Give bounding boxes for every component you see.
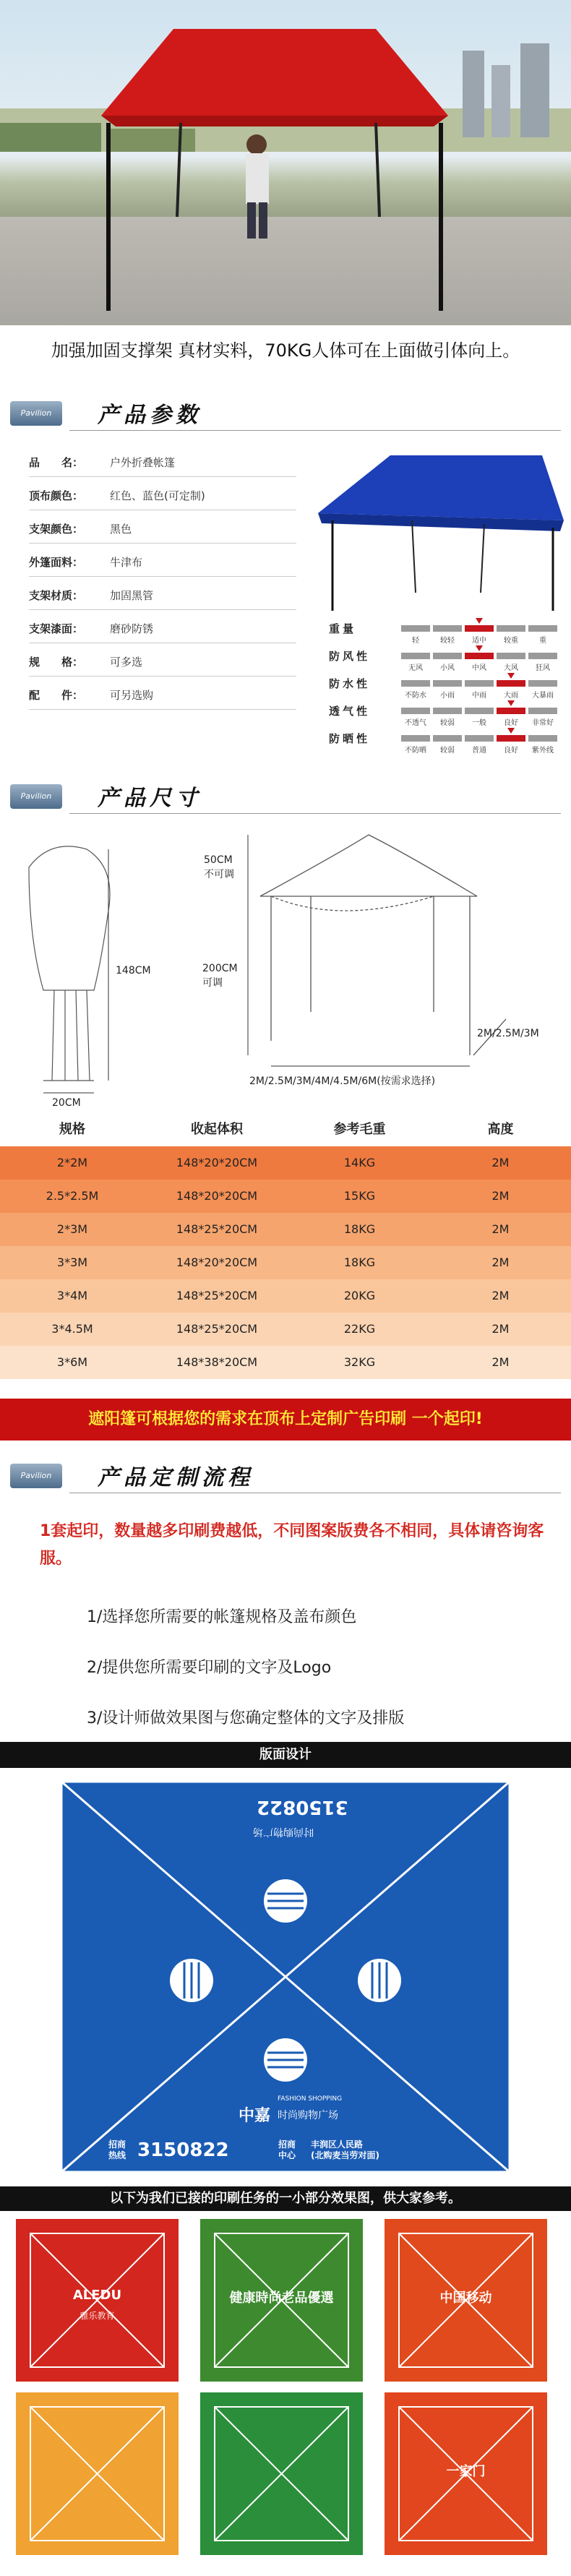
spec-key: 外篷面料： xyxy=(29,556,84,569)
spec-row xyxy=(29,581,296,610)
rating-level: 较弱 xyxy=(440,719,455,727)
rating-level: 较弱 xyxy=(440,747,455,755)
dims-title: 产品尺寸 xyxy=(98,786,202,811)
rating-bar xyxy=(465,653,494,659)
rating-marker xyxy=(507,673,515,679)
rating-bar xyxy=(497,680,525,687)
spec-value: 可多选 xyxy=(110,656,143,669)
process-step-2: 2/提供您所需要印刷的文字及Logo xyxy=(87,1659,332,1677)
table-cell: 18KG xyxy=(343,1222,376,1236)
width-label: 2M/2.5M/3M/4M/4.5M/6M(按需求选择) xyxy=(249,1076,436,1087)
table-cell: 148*25*20CM xyxy=(176,1322,258,1336)
table-header-cell: 参考毛重 xyxy=(333,1122,386,1137)
gallery-canopy-mock xyxy=(16,2392,179,2555)
table-row xyxy=(0,1180,571,1213)
process-step-1: 1/选择您所需要的帐篷规格及盖布颜色 xyxy=(87,1608,357,1626)
rating-level: 较重 xyxy=(504,637,518,645)
table-cell: 148*20*20CM xyxy=(176,1156,258,1169)
process-header xyxy=(0,1456,571,1498)
rating-level: 一般 xyxy=(472,719,486,727)
table-cell: 14KG xyxy=(343,1156,376,1169)
gallery-caption: 以下为我们已接的印刷任务的一小部分效果图，供大家参考。 xyxy=(0,2186,571,2211)
spec-value: 磨砂防锈 xyxy=(110,622,154,635)
custom-print-banner: 遮阳篷可根据您的需求在顶布上定制广告印刷 一个起印! xyxy=(0,1399,571,1441)
table-row xyxy=(0,1246,571,1279)
spec-row xyxy=(29,515,296,544)
rating-bar xyxy=(401,735,430,742)
rating-level: 良好 xyxy=(504,747,518,755)
rating-bar xyxy=(465,680,494,687)
dims-diagram xyxy=(0,824,571,1109)
rating-1 xyxy=(329,645,567,673)
table-cell: 2M xyxy=(491,1222,510,1236)
spec-value: 红色、蓝色(可定制) xyxy=(110,489,205,502)
brand-logo: Pavilion xyxy=(10,401,62,426)
rating-bar xyxy=(497,653,525,659)
table-cell: 2*2M xyxy=(56,1156,88,1169)
phone-number: 3150822 xyxy=(137,2139,229,2161)
rating-bar xyxy=(401,680,430,687)
table-cell: 15KG xyxy=(343,1189,376,1203)
spec-row xyxy=(29,448,296,477)
rating-bar xyxy=(528,708,557,714)
table-cell: 148*20*20CM xyxy=(176,1255,258,1269)
brand-sub-top: 时尚购物广场 xyxy=(253,1826,314,1837)
spec-key: 支架颜色： xyxy=(29,523,84,536)
process-note: 1套起印，数量越多印刷费越低，不同图案版费各不相同，具体请咨询客服。 xyxy=(40,1522,544,1568)
rating-level: 较轻 xyxy=(440,637,455,645)
spec-value: 黑色 xyxy=(110,523,132,536)
spec-value: 加固黑管 xyxy=(110,589,154,602)
table-cell: 3*6M xyxy=(56,1355,88,1369)
phone-number-top: 3150822 xyxy=(257,1796,348,1818)
rating-bar xyxy=(528,735,557,742)
table-row xyxy=(0,1146,571,1180)
folded-width-label: 20CM xyxy=(52,1097,81,1109)
rating-bar xyxy=(401,653,430,659)
spec-row xyxy=(29,681,296,710)
table-cell: 2M xyxy=(491,1189,510,1203)
rating-level: 小风 xyxy=(440,664,455,672)
dims-drawing xyxy=(0,824,571,1106)
rating-label: 防晒性 xyxy=(329,732,371,745)
gallery-item xyxy=(200,2392,363,2555)
rating-level: 良好 xyxy=(504,719,518,727)
table-header-cell: 高度 xyxy=(487,1122,514,1137)
rating-level: 重 xyxy=(539,637,546,645)
gallery-text: 一家门 xyxy=(446,2464,486,2479)
center-label: 招商 中心 xyxy=(278,2139,296,2160)
gallery-item xyxy=(385,2392,547,2555)
spec-value: 牛津布 xyxy=(110,556,143,569)
spec-key: 顶布颜色： xyxy=(29,489,84,502)
brand-logo-3: Pavilion xyxy=(10,1464,62,1488)
rating-bar xyxy=(528,680,557,687)
side-label: 2M/2.5M/3M xyxy=(477,1028,539,1039)
rating-marker xyxy=(507,728,515,734)
rating-level: 大暴雨 xyxy=(532,692,554,700)
brand-cn: 中嘉 xyxy=(239,2107,271,2125)
table-cell: 2M xyxy=(491,1156,510,1169)
table-cell: 32KG xyxy=(343,1355,376,1369)
rating-label: 防水性 xyxy=(329,677,371,690)
rating-bar xyxy=(433,680,462,687)
address-text: 丰润区人民路 (北购麦当劳对面) xyxy=(311,2139,379,2160)
rating-bar xyxy=(528,653,557,659)
table-cell: 20KG xyxy=(343,1289,376,1302)
gallery-text: ALEDU xyxy=(72,2288,122,2303)
spec-key: 规 格： xyxy=(29,656,84,669)
dims-header xyxy=(0,777,571,819)
gallery-text: 中国移动 xyxy=(439,2291,492,2306)
rating-bar xyxy=(497,708,525,714)
design-layout xyxy=(0,1774,571,2179)
rating-level: 不透气 xyxy=(405,719,426,727)
table-cell: 22KG xyxy=(343,1322,376,1336)
table-header xyxy=(0,1113,571,1146)
table-cell: 2M xyxy=(491,1322,510,1336)
params-title: 产品参数 xyxy=(98,403,202,428)
rating-bar xyxy=(401,708,430,714)
rating-level: 非常好 xyxy=(532,719,554,727)
gallery-text: 健康時尚老品優選 xyxy=(229,2291,334,2306)
gallery-canopy-mock xyxy=(200,2392,363,2555)
rating-bar xyxy=(465,735,494,742)
rating-bar xyxy=(433,735,462,742)
phone-label: 招商 热线 xyxy=(108,2139,126,2160)
rating-bar xyxy=(528,625,557,632)
table-row xyxy=(0,1279,571,1313)
table-cell: 3*4M xyxy=(56,1289,88,1302)
gallery-item xyxy=(385,2219,547,2382)
table-cell: 148*25*20CM xyxy=(176,1222,258,1236)
table-header-cell: 规格 xyxy=(59,1122,85,1137)
hero-photo xyxy=(0,0,571,325)
rating-2 xyxy=(329,673,567,700)
rating-level: 小雨 xyxy=(440,692,455,700)
rating-level: 不防晒 xyxy=(405,747,426,755)
rating-bar xyxy=(433,625,462,632)
params-section xyxy=(0,448,571,755)
table-cell: 2M xyxy=(491,1355,510,1369)
rating-bar xyxy=(401,625,430,632)
hero-caption: 加强加固支撑架 真材实料，70KG人体可在上面做引体向上。 xyxy=(51,340,520,361)
rating-0 xyxy=(329,618,567,645)
rating-label: 透气性 xyxy=(329,705,371,718)
gallery-item xyxy=(16,2392,179,2555)
rating-bar xyxy=(497,735,525,742)
rating-level: 紫外线 xyxy=(532,747,554,755)
table-row xyxy=(0,1313,571,1346)
rating-bar xyxy=(465,625,494,632)
spec-row xyxy=(29,648,296,677)
process-title: 产品定制流程 xyxy=(98,1465,254,1490)
table-cell: 2*3M xyxy=(56,1222,88,1236)
rating-marker xyxy=(507,700,515,706)
table-cell: 148*38*20CM xyxy=(176,1355,258,1369)
rating-marker xyxy=(476,645,483,651)
rating-level: 大雨 xyxy=(504,692,518,700)
spec-value: 户外折叠帐篷 xyxy=(110,456,176,469)
table-row xyxy=(0,1346,571,1379)
rating-level: 不防水 xyxy=(405,692,426,700)
table-cell: 2M xyxy=(491,1255,510,1269)
rating-bar xyxy=(465,708,494,714)
table-cell: 148*20*20CM xyxy=(176,1189,258,1203)
spec-value: 可另选购 xyxy=(110,689,154,702)
table-cell: 18KG xyxy=(343,1255,376,1269)
params-header xyxy=(0,394,571,436)
rating-4 xyxy=(329,728,567,755)
gallery-item xyxy=(16,2219,179,2382)
rating-marker xyxy=(476,618,483,624)
rating-level: 轻 xyxy=(412,637,419,645)
table-row xyxy=(0,1213,571,1246)
table-cell: 2.5*2.5M xyxy=(46,1189,99,1203)
table-cell: 148*25*20CM xyxy=(176,1289,258,1302)
rating-level: 普通 xyxy=(472,747,486,755)
red-canopy-tent xyxy=(0,0,571,325)
rating-3 xyxy=(329,700,567,728)
spec-row xyxy=(29,614,296,643)
table-cell: 3*4.5M xyxy=(51,1322,93,1336)
process-step-3: 3/设计师做效果图与您确定整体的文字及排版 xyxy=(87,1709,405,1727)
folded-height-label: 148CM xyxy=(116,965,151,976)
rating-level: 无风 xyxy=(408,664,423,672)
spec-key: 品 名： xyxy=(29,456,84,469)
rating-label: 防风性 xyxy=(329,650,371,663)
rating-level: 适中 xyxy=(472,637,486,645)
spec-row xyxy=(29,548,296,577)
brand-logo-2: Pavilion xyxy=(10,784,62,809)
rating-bar xyxy=(497,625,525,632)
gallery-item xyxy=(200,2219,363,2382)
brand-sub: 时尚购物广场 xyxy=(278,2110,338,2121)
table-header-cell: 收起体积 xyxy=(191,1122,243,1137)
frame-height-label: 200CM 可调 xyxy=(202,963,238,989)
rating-level: 狂风 xyxy=(536,664,550,672)
rating-label: 重量 xyxy=(329,622,357,635)
rating-level: 中雨 xyxy=(472,692,486,700)
spec-row xyxy=(29,481,296,510)
spec-key: 配 件： xyxy=(29,689,84,702)
table-cell: 2M xyxy=(491,1289,510,1302)
rating-level: 中风 xyxy=(472,664,486,672)
design-bar: 版面设计 xyxy=(0,1742,571,1768)
spec-key: 支架漆面： xyxy=(29,622,84,635)
gallery-sub: 雅乐教育 xyxy=(80,2311,115,2321)
rating-bar xyxy=(433,708,462,714)
rating-bar xyxy=(433,653,462,659)
blue-canopy-tent xyxy=(304,448,571,614)
table-cell: 3*3M xyxy=(56,1255,88,1269)
top-height-label: 50CM 不可调 xyxy=(204,854,234,880)
rating-level: 大风 xyxy=(504,664,518,672)
spec-key: 支架材质： xyxy=(29,589,84,602)
brand-en: FASHION SHOPPING xyxy=(278,2095,343,2103)
